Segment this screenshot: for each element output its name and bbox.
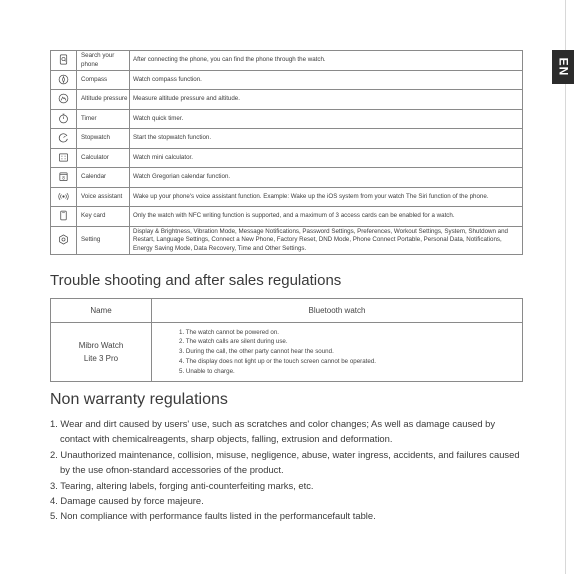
svg-text:8: 8	[62, 175, 65, 181]
function-desc: Start the stopwatch function.	[130, 129, 523, 149]
function-desc: Watch quick timer.	[130, 110, 523, 129]
warranty-list	[50, 416, 524, 524]
trouble-heading: Trouble shooting and after sales regulations	[50, 272, 342, 289]
function-desc: After connecting the phone, you can find the phone through the watch.	[130, 51, 523, 71]
search-phone-icon	[58, 54, 69, 65]
model-line: Lite 3 Pro	[83, 354, 119, 363]
function-name: Setting	[77, 227, 130, 255]
warranty-item: 1. Wear and dirt caused by users' use, such as scratches and color changes; As well as damage caused by contact with chemicalreagents, sharp objects, falling, extrusion and deformation.	[50, 418, 496, 445]
function-row	[51, 110, 523, 129]
function-row	[51, 207, 523, 227]
model-name	[51, 323, 152, 382]
settings-icon	[58, 234, 69, 245]
function-name: Calendar	[77, 168, 130, 188]
trouble-body-row	[51, 323, 523, 382]
function-row	[51, 129, 523, 149]
function-name: Compass	[77, 71, 130, 90]
compass-icon	[58, 74, 69, 85]
function-desc: Watch compass function.	[130, 71, 523, 90]
fault-item: 3. During the call, the other party cannot hear the sound.	[179, 348, 334, 356]
function-row	[51, 168, 523, 188]
function-row	[51, 51, 523, 71]
product-column-header: Bluetooth watch	[152, 299, 523, 323]
function-desc: Wake up your phone's voice assistant function. Example: Wake up the iOS system from your watch The Siri function of the phone.	[130, 188, 523, 207]
function-name: Voice assistant	[77, 188, 130, 207]
function-name: Search your phone	[77, 51, 130, 71]
function-row	[51, 149, 523, 168]
function-desc: Watch Gregorian calendar function.	[130, 168, 523, 188]
function-row	[51, 188, 523, 207]
key-card-icon	[58, 210, 69, 221]
function-desc: Watch mini calculator.	[130, 149, 523, 168]
function-row	[51, 90, 523, 110]
function-desc: Measure altitude pressure and altitude.	[130, 90, 523, 110]
stopwatch-icon	[58, 132, 69, 143]
warranty-item: 2. Unauthorized maintenance, collision, misuse, negligence, abuse, water ingress, accidents, and failures caused by the use ofnon-standard accessories of the product.	[50, 448, 520, 476]
trouble-header-row	[51, 299, 523, 323]
function-name: Calculator	[77, 149, 130, 168]
fault-list	[152, 323, 523, 382]
name-column-header: Name	[51, 299, 152, 323]
function-row	[51, 71, 523, 90]
function-name: Altitude pressure	[77, 90, 130, 110]
function-name: Timer	[77, 110, 130, 129]
warranty-heading: Non warranty regulations	[50, 391, 228, 408]
warranty-item: 3. Tearing, altering labels, forging anti-counterfeiting marks, etc.	[50, 479, 314, 491]
calculator-icon	[58, 152, 69, 163]
function-row	[51, 227, 523, 255]
calendar-icon	[58, 171, 69, 182]
fault-item: 1. The watch cannot be powered on.	[179, 328, 279, 336]
altitude-icon	[58, 93, 69, 104]
warranty-item: 5. Non compliance with performance faults listed in the performancefault table.	[50, 510, 376, 522]
function-table	[50, 50, 523, 255]
fault-item: 2. The watch calls are silent during use.	[179, 338, 288, 346]
language-tab: EN	[552, 50, 574, 84]
voice-assistant-icon	[58, 191, 69, 202]
function-desc: Only the watch with NFC writing function is supported, and a maximum of 3 access cards can be enabled for a watch.	[130, 207, 523, 227]
timer-icon	[58, 113, 69, 124]
function-desc: Display & Brightness, Vibration Mode, Message Notifications, Password Settings, Preferences, Workout Settings, System, Shutdown and Restart, Language Settings, Connect a New Phone, Factory Reset, DND Mode, Phone Connect Portable, Personal Data, Notifications, Energy Saving Mode, Data Recovery, Time and Other Settings.	[130, 227, 523, 255]
function-name: Key card	[77, 207, 130, 227]
function-name: Stopwatch	[77, 129, 130, 149]
model-line: Mibro Watch	[78, 341, 124, 350]
trouble-table	[50, 298, 523, 382]
fault-item: 4. The display does not light up or the touch screen cannot be operated.	[179, 357, 376, 365]
warranty-item: 4. Damage caused by force majeure.	[50, 495, 204, 507]
fault-item: 5. Unable to charge.	[179, 367, 235, 375]
